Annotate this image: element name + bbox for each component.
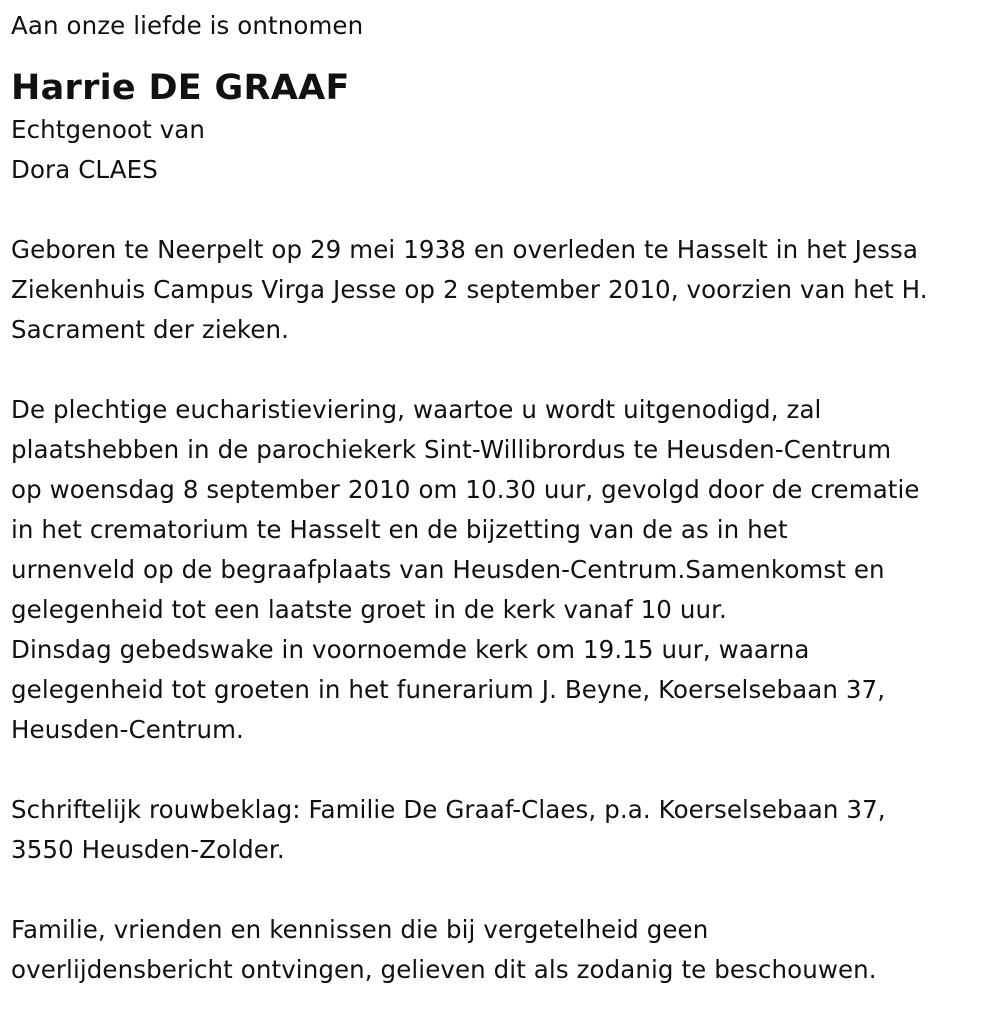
paragraph-line: Sacrament der zieken. (11, 315, 290, 344)
paragraph-line: in het crematorium te Hasselt en de bijzetting van de as in het (11, 515, 788, 544)
intro-text: Aan onze liefde is ontnomen (11, 11, 364, 40)
deceased-name: Harrie DE GRAAF (11, 68, 350, 108)
paragraph-line: op woensdag 8 september 2010 om 10.30 uur, gevolgd door de crematie (11, 475, 920, 504)
paragraph-line: Familie, vrienden en kennissen die bij vergetelheid geen (11, 915, 709, 944)
spouse-line: Dora CLAES (11, 155, 158, 184)
paragraph-line: overlijdensbericht ontvingen, gelieven dit als zodanig te beschouwen. (11, 955, 877, 984)
paragraph-line: Ziekenhuis Campus Virga Jesse op 2 september 2010, voorzien van het H. (11, 275, 928, 304)
paragraph-gap (11, 750, 1000, 790)
paragraph-line: Schriftelijk rouwbeklag: Familie De Graaf-Claes, p.a. Koerselsebaan 37, (11, 795, 886, 824)
paragraph-line: plaatshebben in de parochiekerk Sint-Willibrordus te Heusden-Centrum (11, 435, 892, 464)
paragraph-line: gelegenheid tot groeten in het funerarium J. Beyne, Koerselsebaan 37, (11, 675, 886, 704)
paragraph-gap (11, 350, 1000, 390)
birth-death-paragraph (11, 230, 1000, 350)
ceremony-paragraph (11, 390, 1000, 750)
paragraph-line: gelegenheid tot een laatste groet in de kerk vanaf 10 uur. (11, 595, 727, 624)
paragraph-gap (11, 870, 1000, 910)
condolence-paragraph (11, 790, 1000, 870)
paragraph-line: Geboren te Neerpelt op 29 mei 1938 en overleden te Hasselt in het Jessa (11, 235, 918, 264)
paragraph-gap (11, 190, 1000, 230)
spouse-line: Echtgenoot van (11, 115, 206, 144)
paragraph-line: Dinsdag gebedswake in voornoemde kerk om 19.15 uur, waarna (11, 635, 810, 664)
paragraph-line: urnenveld op de begraafplaats van Heusden-Centrum.Samenkomst en (11, 555, 885, 584)
spouse-block (11, 110, 1000, 190)
paragraph-line: De plechtige eucharistieviering, waartoe u wordt uitgenodigd, zal (11, 395, 822, 424)
paragraph-line: 3550 Heusden-Zolder. (11, 835, 285, 864)
paragraph-line: Heusden-Centrum. (11, 715, 244, 744)
closing-paragraph (11, 910, 1000, 990)
